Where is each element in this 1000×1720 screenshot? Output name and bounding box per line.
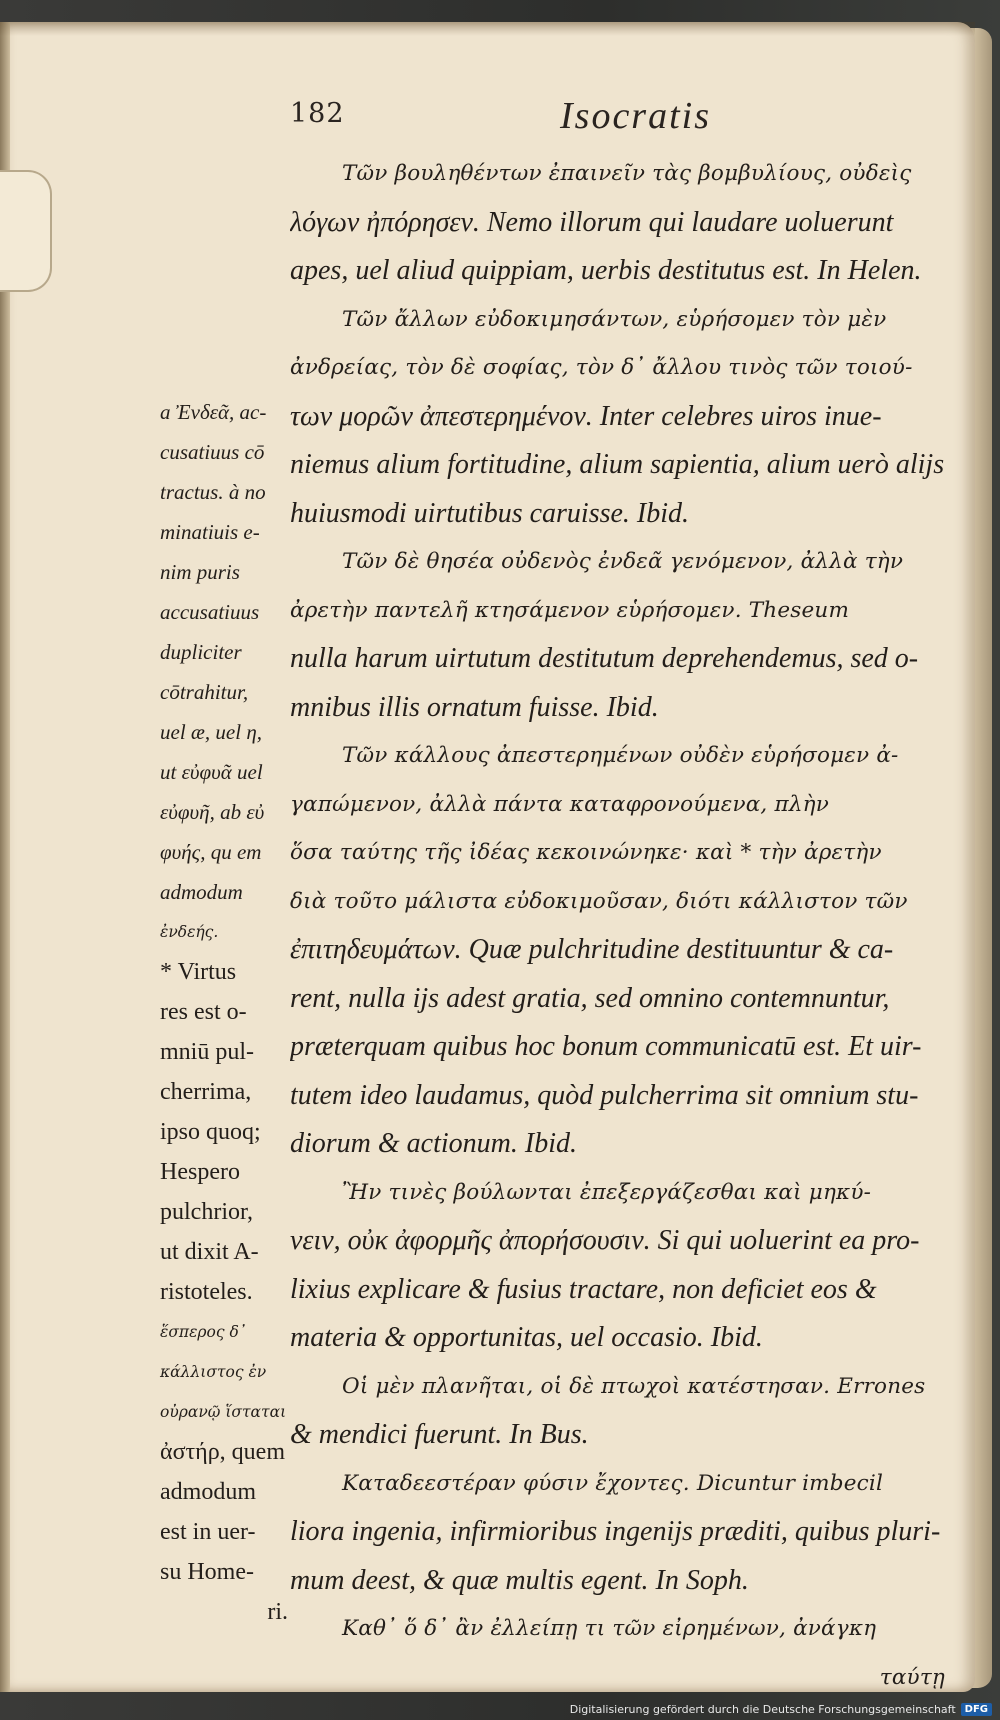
text-line: mum deest, & quæ multis egent. In Soph. (290, 1564, 749, 1596)
margin-note-line: cusatiuus cō (160, 440, 265, 464)
margin-note-line: dupliciter (160, 640, 242, 664)
margin-note-line: su Home- (160, 1559, 254, 1585)
dfg-logo: DFG (961, 1703, 992, 1716)
margin-note-line: minatiuis e- (160, 520, 260, 544)
text-line: Οἱ μὲν πλανῆται, οἱ δὲ πτωχοὶ κατέστησαν. Errones (342, 1373, 926, 1399)
margin-note-line: ipso quoq; (160, 1119, 261, 1145)
page-top-shadow (0, 22, 975, 36)
margin-note-line: * Virtus (160, 959, 237, 985)
text-line: Τῶν κάλλους ἀπεστερημένων οὐδὲν εὑρήσομεν ἀ- (342, 743, 899, 768)
margin-note-line: cōtrahitur, (160, 680, 249, 704)
margin-note-line: admodum (160, 880, 243, 904)
text-line: Ἢν τινὲς βούλωνται ἐπεξεργάζεσθαι καὶ μηκύ- (342, 1179, 872, 1205)
margin-note-line: a Ἐνδεᾶ, ac- (160, 400, 267, 424)
text-line: & mendici fuerunt. In Bus. (290, 1419, 589, 1450)
text-line: νειν, οὐκ ἀφορμῆς ἀπορήσουσιν. Si qui uoluerint ea pro- (290, 1225, 920, 1256)
text-line: γαπώμενον, ἀλλὰ πάντα καταφρονούμενα, πλὴν (290, 791, 830, 817)
text-line: lixius explicare & fusius tractare, non deficiet eos & (290, 1273, 877, 1305)
margin-note-line: ut dixit A- (160, 1239, 259, 1265)
text-line: liora ingenia, infirmioribus ingenijs præditi, quibus pluri- (290, 1516, 941, 1547)
margin-note-line: Hespero (160, 1159, 240, 1185)
text-line: diorum & actionum. Ibid. (290, 1128, 577, 1159)
text-line: huiusmodi uirtutibus caruisse. Ibid. (290, 497, 690, 529)
text-line: nulla harum uirtutum destitutum deprehendemus, sed o- (290, 643, 919, 674)
margin-note-line: est in uer- (160, 1519, 256, 1545)
main-text-column (290, 150, 945, 1702)
margin-note-line: res est o- (160, 999, 247, 1025)
margin-note-line: tractus. à no (160, 480, 266, 504)
page-tab-marker (0, 170, 52, 292)
margin-note-line: κάλλιστος ἐν (160, 1363, 267, 1381)
margin-note-line: cherrima, (160, 1079, 252, 1105)
text-line: Καταδεεστέραν φύσιν ἔχοντες. Dicuntur imbecil (342, 1470, 884, 1496)
margin-note-line: uel æ, uel η, (160, 720, 262, 744)
margin-note-line: pulchrior, (160, 1199, 254, 1225)
marginal-notes (160, 392, 288, 1632)
text-line: niemus alium fortitudine, alium sapientia, alium uerò alijs (290, 449, 945, 480)
margin-note-line: εὐφυῆ, ab εὐ (160, 800, 265, 824)
text-line: Καθ᾽ ὅ δ᾽ ἂν ἐλλείπῃ τι τῶν εἰρημένων, ἀνάγκη (342, 1616, 877, 1641)
text-line: ἐπιτηδευμάτων. Quæ pulchritudine destituuntur & ca- (290, 934, 894, 965)
text-line: materia & opportunitas, uel occasio. Ibid. (290, 1322, 763, 1353)
text-line: mnibus illis ornatum fuisse. Ibid. (290, 691, 659, 723)
text-line: Τῶν δὲ θησέα οὐδενὸς ἐνδεᾶ γενόμενον, ἀλλὰ τὴν (342, 549, 904, 574)
digitization-credit (570, 1703, 992, 1716)
text-line: διὰ τοῦτο μάλιστα εὐδοκιμοῦσαν, διότι κάλλιστον τῶν (290, 888, 908, 914)
page-header (290, 95, 930, 142)
text-line: των μορῶν ἀπεστερημένον. Inter celebres uiros inue- (290, 400, 882, 432)
text-line: Τῶν βουληθέντων ἐπαινεῖν τὰς βομβυλίους, οὐδεὶς (342, 161, 912, 186)
text-line: apes, uel aliud quippiam, uerbis destitutus est. In Helen. (290, 255, 922, 286)
credit-text: Digitalisierung gefördert durch die Deutsche Forschungsgemeinschaft (569, 1703, 956, 1716)
text-line: ἀρετὴν παντελῆ κτησάμενον εὑρήσομεν. Theseum (290, 597, 850, 623)
margin-note-line: φυής, qu em (160, 840, 262, 864)
margin-note-line: admodum (160, 1479, 256, 1505)
text-line: præterquam quibus hoc bonum communicatū est. Et uir- (290, 1031, 922, 1062)
margin-note-line: ri. (267, 1599, 288, 1625)
running-title: Isocratis (560, 95, 711, 137)
margin-note-line: ἕσπερος δ᾽ (160, 1323, 247, 1341)
text-line: λόγων ἠπόρησεν. Nemo illorum qui laudare uoluerunt (290, 206, 894, 238)
margin-note-line: nim puris (160, 560, 240, 584)
text-line: tutem ideo laudamus, quòd pulcherrima sit omnium stu- (290, 1079, 919, 1111)
page-number: 182 (290, 98, 345, 129)
margin-note-line: accusatiuus (160, 600, 260, 624)
margin-note-line: mniū pul- (160, 1039, 254, 1065)
margin-note-line: ut εὐφυᾶ uel (160, 760, 263, 784)
text-line: ταύτῃ (879, 1664, 945, 1690)
margin-note-line: ristoteles. (160, 1279, 253, 1305)
margin-note-line: οὐρανῷ ἵσταται (160, 1403, 287, 1421)
margin-note-line: ἐνδεής. (160, 923, 219, 941)
text-line: ἀνδρείας, τὸν δὲ σοφίας, τὸν δ᾽ ἄλλου τινὸς τῶν τοιού- (290, 355, 913, 380)
margin-note-line: ἀστήρ, quem (160, 1439, 286, 1465)
text-line: rent, nulla ijs adest gratia, sed omnino contemnuntur, (290, 982, 890, 1014)
text-line: ὅσα ταύτης τῆς ἰδέας κεκοινώνηκε· καὶ * τὴν ἀρετὴν (290, 840, 882, 865)
text-line: Τῶν ἄλλων εὐδοκιμησάντων, εὑρήσομεν τὸν μὲν (342, 306, 887, 332)
